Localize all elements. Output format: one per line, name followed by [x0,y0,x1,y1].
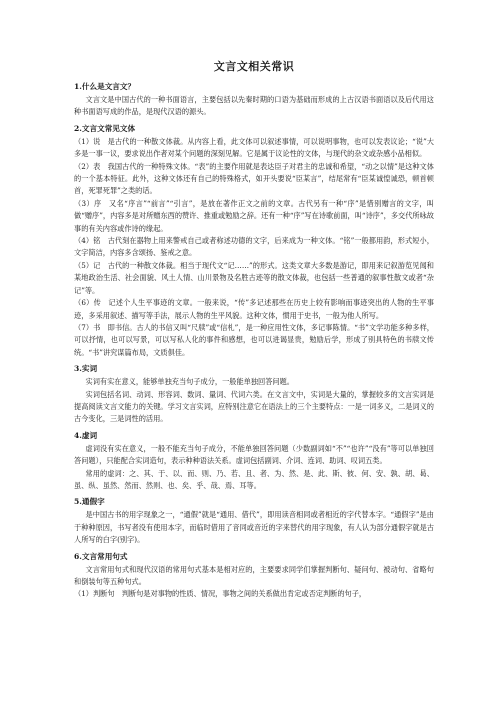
paragraph: 虚词没有实在意义，一般不能充当句子成分，不能单独回答问题（少数副词如“不”“也许”“没有”等可以单独回答问题），只能配合实词造句，表示种种语法关系。虚词包括副词、介词、连词、助词、叹词五类。 [74,443,434,466]
paragraph: （1）判断句 判断句是对事物的性质、情况，事物之间的关系做出肯定或否定判断的句子， [74,589,367,599]
paragraph: （1）说 是古代的一种散文体裁。从内容上看，此文体可以叙述事情，可以说明事物，也可以发表议论；“说”大多是一事一议，要求说出作者对某个问题的深刻见解。它是属于议论性的文体，与现代的杂文或杂感小品相似。 [74,136,434,159]
document-title: 文言文相关常识 [213,60,295,73]
section-heading: 5.通假字 [74,497,105,507]
section-heading: 4.虚词 [74,430,98,440]
paragraph: 文言常用句式和现代汉语的常用句式基本是相对应的，主要要求同学们掌握判断句、疑问句、被动句、省略句和倒装句等五种句式。 [74,564,434,586]
paragraph: 常用的虚词：之、其、于、以、而、则、乃、若、且、者、为、然、是、此、斯、彼、何、安、孰、胡、曷、虽、纵、虽然、然而、然则、也、矣、乎、哉、焉、耳等。 [74,468,434,490]
paragraph: （2）表 我国古代的一种特殊文体。“表”的主要作用就是表达臣子对君主的忠诚和希望，“动之以情”是这种文体的一个基本特征。此外，这种文体还有自己的特殊格式，如开头要说“臣某言”，结尾常有“臣某诚惶诚恐，顿首顿首，死罪死罪”之类的话。 [74,161,434,196]
section-heading: 3.实词 [74,364,98,374]
document-page [74,58,434,601]
paragraph: （3）序 又名“序言”“前言”“引言”，是放在著作正文之前的文章。古代另有一种“序”是惜别赠言的文字，叫做“赠序”，内容多是对所赠东西的赞许、推重或勉励之辞。还有一种“序”写在诗歌前面，叫“诗序”，多交代所咏故事的有关内容或作诗的缘起。 [74,198,434,233]
paragraph: 文言文是中国古代的一种书面语言，主要包括以先秦时期的口语为基础而形成的上古汉语书面语以及后代用这种书面语写成的作品，是现代汉语的源头。 [74,95,434,117]
paragraph: 实词有实在意义，能够单独充当句子成分，一般能单独回答问题。 [85,377,294,387]
paragraph: （4）铭 古代刻在器物上用来警戒自己或者称述功德的文字，后来成为一种文体。“铭”一般都用韵，形式短小，文字简洁，内容多含颂扬、鉴戒之意。 [74,236,434,258]
section-heading: 1.什么是文言文？ [74,82,136,91]
document-body [74,80,434,601]
section-heading: 2.文言文常见文体 [74,123,136,133]
paragraph: （5）记 古代的一种散文体裁。相当于现代文“记……”的形式。这类文章大多数是游记，即用来记叙游览见闻和某地政治生活、社会面貌、风土人情、山川景物及名胜古迹等的散文体裁，也包括一些普通的叙事性散文或者“杂记”等。 [74,260,434,295]
section-heading: 6.文言常用句式 [74,551,128,561]
paragraph: 实词包括名词、动词、形容词、数词、量词、代词六类。在文言文中，实词是大量的，掌握较多的文言实词是提高阅读文言文能力的关键。学习文言实词，应特别注意它在语法上的三个主要特点：一是一词多义，二是词义的古今变化，三是词性的活用。 [74,389,434,424]
paragraph: （6）传 记述个人生平事迹的文章。一般来说，“传”多记述那些在历史上较有影响而事迹突出的人物的生平事迹，多采用叙述、描写等手法，展示人物的生平风貌。这种文体，惯用于史书，一般为他人所写。 [74,298,434,320]
paragraph: （7）书 即书信。古人的书信又叫“尺牍”或“信札”，是一种应用性文体，多记事陈情。“书”文学功能多种多样，可以抒情，也可以写景，可以写私人化的事件和感想，也可以进谒显贵，勉励后学，形成了别具特色的书牍文传统。“书”讲究谋篇布局，文质俱佳。 [74,322,434,357]
paragraph: 是中国古书的用字现象之一，“通假”就是“通用、借代”，即用读音相同或者相近的字代替本字。“通假字”是由于种种原因，书写者没有使用本字，而临时借用了音同或音近的字来替代的用字现象，有人认为部分通假字就是古人所写的白字(别字)。 [74,510,434,545]
